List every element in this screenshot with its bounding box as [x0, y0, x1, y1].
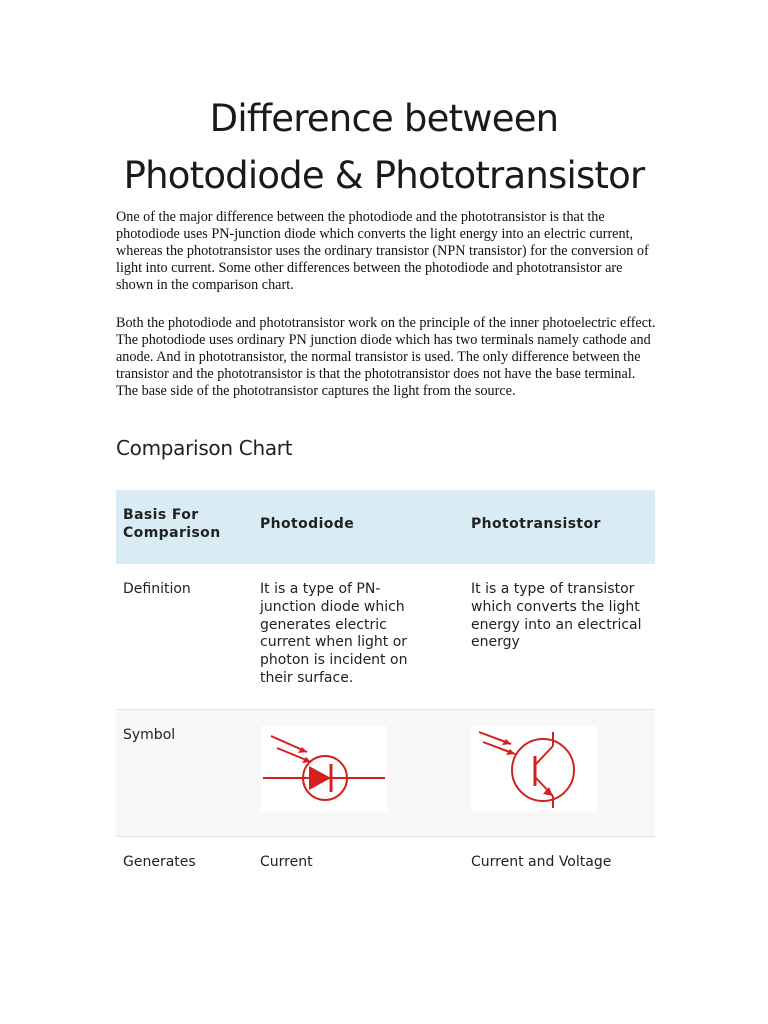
title-line-1: Difference between [209, 97, 559, 140]
header-basis-line2: Comparison [123, 524, 221, 541]
header-basis-line1: Basis For [123, 507, 199, 523]
intro-paragraph: One of the major difference between the photodiode and the phototransistor is that the photodiode uses PN-junction diode which converts the light energy into an electric current, whereas the phototransistor uses the ordinary transistor (NPN transistor) for the conversion of light into current. Some other differences between the photodiode and phototransistor are shown in the comparison chart. [116, 209, 649, 293]
photodiode-symbol-icon [261, 726, 387, 812]
table-header-row [116, 490, 655, 564]
header-photodiode: Photodiode [260, 516, 355, 532]
header-phototransistor: Phototransistor [471, 516, 601, 532]
phototransistor-symbol-icon [471, 726, 597, 812]
generates-phototransistor: Current and Voltage [471, 854, 612, 870]
table-row [116, 710, 655, 837]
definition-phototransistor: It is a type of transistor which converts the light energy into an electrical energy [471, 581, 642, 651]
page-title [0, 90, 768, 204]
definition-label: Definition [123, 581, 191, 597]
header-basis [123, 507, 248, 543]
comparison-table [116, 490, 655, 887]
table-row [116, 564, 655, 710]
symbol-label: Symbol [123, 727, 176, 743]
generates-label: Generates [123, 854, 196, 870]
table-row [116, 837, 655, 887]
principle-paragraph: Both the photodiode and phototransistor work on the principle of the inner photoelectric effect. The photodiode uses ordinary PN junction diode which has two terminals namely cathode and anode. And in phototransistor, the normal transistor is used. The only difference between the transistor and the phototransistor is that the phototransistor does not have the base terminal. The base side of the phototransistor captures the light from the source. [116, 315, 656, 399]
definition-photodiode: It is a type of PN-junction diode which generates electric current when light or photon is incident on their surface. [260, 581, 408, 686]
section-title: Comparison Chart [116, 436, 293, 460]
title-line-2: Photodiode & Phototransistor [123, 154, 645, 197]
generates-photodiode: Current [260, 854, 313, 870]
